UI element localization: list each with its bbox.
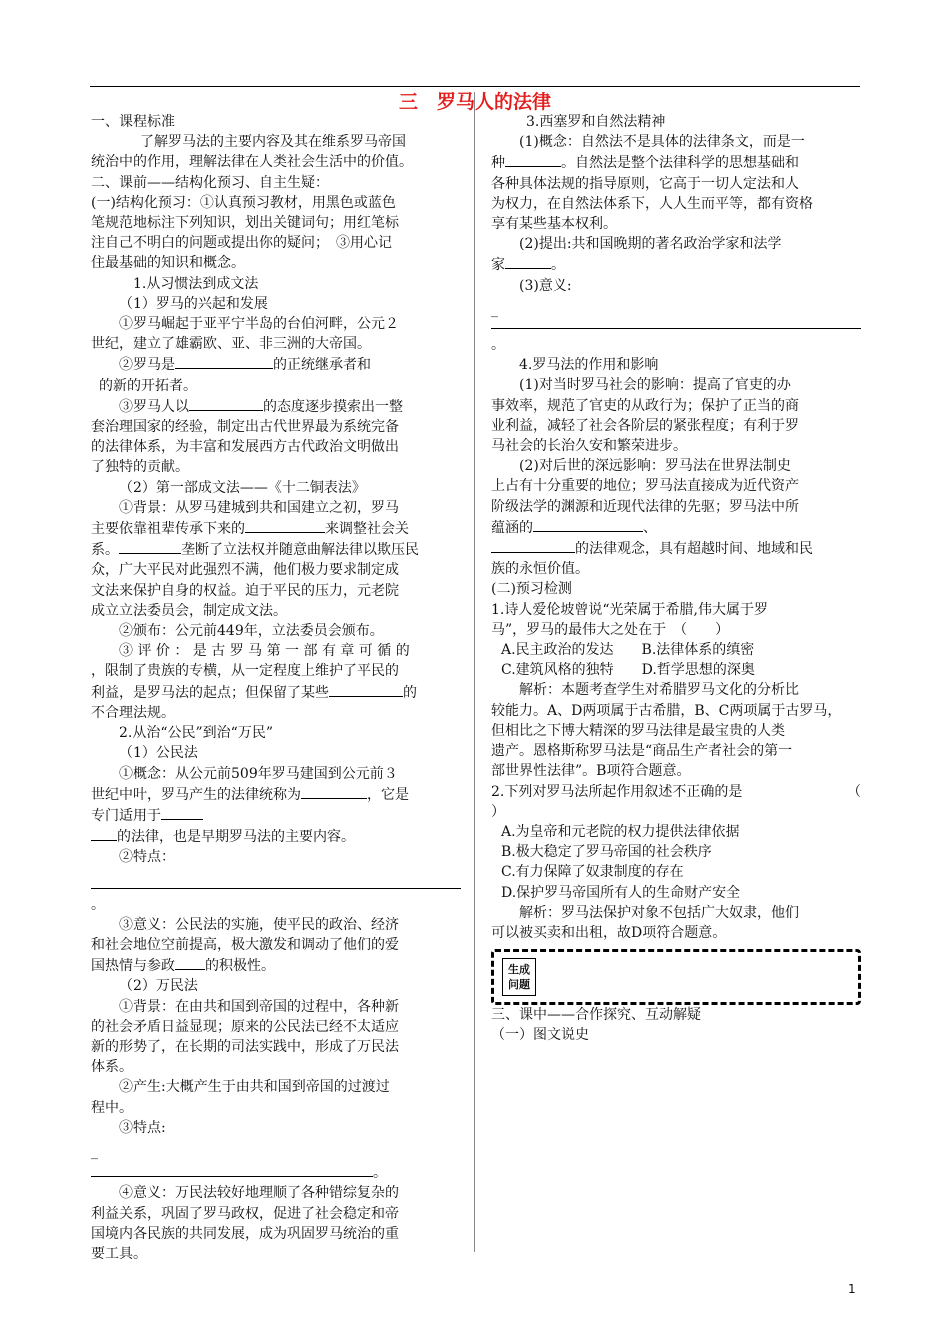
text-line: 。 [491,337,505,354]
text-line: (2)对后世的深远影响：罗马法在世界法制史 [519,458,791,475]
explanation: 部世界性法律”。B项符合题意。 [491,763,691,780]
right-column [491,112,861,1046]
subsection-heading: （1）公民法 [119,745,198,762]
fill-line: 世纪中叶，罗马产生的法律统称为 ，它是 [91,784,461,805]
text-line: 的社会矛盾日益显现；原来的公民法已经不太适应 [91,1018,399,1035]
answer-line[interactable] [91,1162,373,1177]
text-line: (一)结构化预习：①认真预习教材，用黑色或蓝色 [91,194,396,211]
subsection-heading: 4.罗马法的作用和影响 [519,357,659,374]
text-line: ，限制了贵族的专横，从一定程度上维护了平民的 [91,663,399,680]
text-line: ③ 评 价 ： 是 古 罗 马 第 一 部 有 章 可 循 的 [119,643,410,660]
text-line: ①概念：从公元前509年罗马建国到公元前３ [119,765,398,782]
fill-blank[interactable] [175,955,205,970]
question: 马”，罗马的最伟大之处在于 （ ） [491,621,730,638]
answer-line[interactable] [91,874,461,889]
page-number: 1 [848,1282,856,1296]
text-line: 笔规范地标注下列知识，划出关键词句；用红笔标 [91,215,399,232]
fill-line: 家 。 [491,254,861,275]
text-line: 不合理法规。 [91,704,175,721]
subsection-heading: 1.从习惯法到成文法 [133,275,259,292]
text-line: ①背景：从罗马建城到共和国建立之初，罗马 [119,499,399,516]
answer-option-c: C.有力保障了奴隶制度的存在 [501,864,684,881]
text-line: 的法律体系，为丰富和发展西方古代政治文明做出 [91,439,399,456]
text-line: 利益关系，巩固了罗马政权，促进了社会稳定和帝 [91,1205,399,1222]
fill-blank[interactable] [505,254,551,269]
generated-questions-box[interactable] [491,949,861,1005]
text-line: 上占有十分重要的地位；罗马法直接成为近代资产 [491,478,799,495]
fill-line: 的法律观念，具有超越时间、地域和民 [491,538,861,559]
fill-line: 蕴涵的 、 [491,517,861,538]
explanation: 可以被买卖和出租，故D项符合题意。 [491,924,727,941]
answer-option-b: B.极大稳定了罗马帝国的社会秩序 [501,844,712,861]
section-heading: (二)预习检测 [491,581,572,598]
text-line: 的新的开拓者。 [99,377,197,394]
text-line: 阶级法学的渊源和近现代法律的先驱；罗马法中所 [491,498,799,515]
fill-blank[interactable] [161,805,203,820]
text-line: 新的形势了，在长期的司法实践中，形成了万民法 [91,1038,399,1055]
section-heading: 三、课中——合作探究、互动解疑 [491,1007,701,1024]
answer-options: A.民主政治的发达 B.法律体系的缜密 [501,642,755,659]
text-line: 为权力，在自然法体系下，人人生而平等，都有资格 [491,195,813,212]
text-line: 了解罗马法的主要内容及其在维系罗马帝国 [140,134,406,151]
text-line: ①背景：在由共和国到帝国的过程中，各种新 [119,998,399,1015]
fill-blank[interactable] [175,354,273,369]
fill-blank[interactable] [119,539,181,554]
answer-option-d: D.保护罗马帝国所有人的生命财产安全 [501,884,741,901]
subsection-heading: （2）万民法 [119,978,198,995]
fill-line: 主要依靠祖辈传承下来的 来调整社会关 [91,518,461,539]
fill-line: ②罗马是 的正统继承者和 [91,354,461,375]
text-line: 业利益，减轻了社会各阶层的紧张程度；有利于罗 [491,417,799,434]
fill-line: ③罗马人以 的态度逐步摸索出一整 [91,396,461,417]
explanation: 但相比之下博大精深的罗马法律是最宝贵的人类 [491,722,785,739]
generated-questions-label: 生成问题 [502,958,536,996]
text-line: ③意义：公民法的实施，使平民的政治、经济 [119,916,399,933]
question: 1.诗人爱伦坡曾说“光荣属于希腊,伟大属于罗 [491,601,768,618]
text-line: 国境内各民族的共同发展，成为巩固罗马统治的重 [91,1225,399,1242]
subsection-heading: （1）罗马的兴起和发展 [119,295,268,312]
explanation: 较能力。A、D两项属于古希腊，B、C两项属于古罗马， [491,702,842,719]
section-heading: 二、课前——结构化预习、自主生疑： [91,174,329,191]
question: 2.下列对罗马法所起作用叙述不正确的是 （ [491,783,861,800]
text-line: 要工具。 [91,1245,147,1262]
fill-line: 国热情与参政 的积极性。 [91,955,461,976]
fill-line: 系。 垄断了立法权并随意曲解法律以欺压民 [91,539,461,560]
question: ） [491,803,505,820]
fill-line: 。 [91,1162,461,1183]
text-line: ②特点： [119,849,175,866]
page-title: 三 罗马人的法律 [398,91,551,113]
text-line: ②产生:大概产生于由共和国到帝国的过渡过 [119,1079,390,1096]
text-line: ①罗马崛起于亚平宁半岛的台伯河畔，公元２ [119,316,399,333]
text-line: 族的永恒价值。 [491,561,589,578]
fill-line: 的法律，也是早期罗马法的主要内容。 [91,826,461,847]
fill-blank[interactable] [505,152,561,167]
column-divider [474,92,475,1252]
text-line: 世纪，建立了雄霸欧、亚、非三洲的大帝国。 [91,336,371,353]
top-rule [90,86,860,87]
text-line: 。 [91,896,105,913]
subsection-heading: 3.西塞罗和自然法精神 [526,114,666,130]
text-line: 文法来保护自身的权益。迫于平民的压力，元老院 [91,582,399,599]
fill-blank[interactable] [329,682,403,697]
text-line: 和社会地位空前提高，极大激发和调动了他们的爱 [91,936,399,953]
fill-blank[interactable] [245,518,325,533]
fill-blank[interactable] [189,396,263,411]
fill-blank[interactable] [91,826,117,841]
text-line: 成立立法委员会，制定成文法。 [91,602,287,619]
text-line: 事效率，规范了官吏的从政行为；保护了正当的商 [491,397,799,414]
text-line: 享有某些基本权利。 [491,216,617,233]
section-heading: 一、课程标准 [91,114,175,130]
fill-line: 种 。自然法是整个法律科学的思想基础和 [491,152,861,173]
fill-line: 专门适用于 [91,805,461,826]
fill-blank[interactable] [491,538,575,553]
text-line: 众，广大平民对此强烈不满，他们极力要求制定成 [91,562,399,579]
text-line: 住最基础的知识和概念。 [91,255,245,272]
text-line: (1)对当时罗马社会的影响：提高了官吏的办 [519,377,791,394]
text-line: 各种具体法规的指导原则，它高于一切人定法和人 [491,175,799,192]
subsection-heading: 2.从治“公民”到治“万民” [119,725,273,742]
text-line: _ [91,1143,98,1160]
left-column [91,112,461,1264]
text-line: 统治中的作用，理解法律在人类社会生活中的价值。 [91,154,413,171]
text-line: _ [491,301,498,318]
text-line: 程中。 [91,1099,133,1116]
answer-option-a: A.为皇帝和元老院的权力提供法律依据 [501,823,740,840]
explanation: 遗产。恩格斯称罗马法是“商品生产者社会的第一 [491,743,793,760]
subsection-heading: （一）图文说史 [491,1027,589,1044]
text-line: ②颁布：公元前449年，立法委员会颁布。 [119,623,384,640]
explanation: 解析：罗马法保护对象不包括广大奴隶，他们 [519,904,799,921]
answer-options: C.建筑风格的独特 D.哲学思想的深奥 [501,662,755,679]
text-line: ③特点: [119,1119,166,1136]
text-line: 了独特的贡献。 [91,459,189,476]
subsection-heading: （2）第一部成文法——《十二铜表法》 [119,479,366,496]
text-line: ④意义：万民法较好地理顺了各种错综复杂的 [119,1185,399,1202]
text-line: (2)提出:共和国晚期的著名政治学家和法学 [519,236,782,253]
text-line: 马社会的长治久安和繁荣进步。 [491,438,687,455]
text-line: (3)意义: [519,277,572,294]
answer-line[interactable] [491,314,861,329]
fill-blank[interactable] [301,784,367,799]
text-line: 注自己不明白的问题或提出你的疑问； ③用心记 [91,235,392,252]
fill-line: 利益，是罗马法的起点；但保留了某些 的 [91,682,461,703]
fill-blank[interactable] [533,517,643,532]
explanation: 解析：本题考查学生对希腊罗马文化的分析比 [519,682,799,699]
text-line: 体系。 [91,1059,133,1076]
text-line: 套治理国家的经验，制定出古代世界最为系统完备 [91,419,399,436]
text-line: (1)概念：自然法不是具体的法律条文，而是一 [519,134,805,151]
